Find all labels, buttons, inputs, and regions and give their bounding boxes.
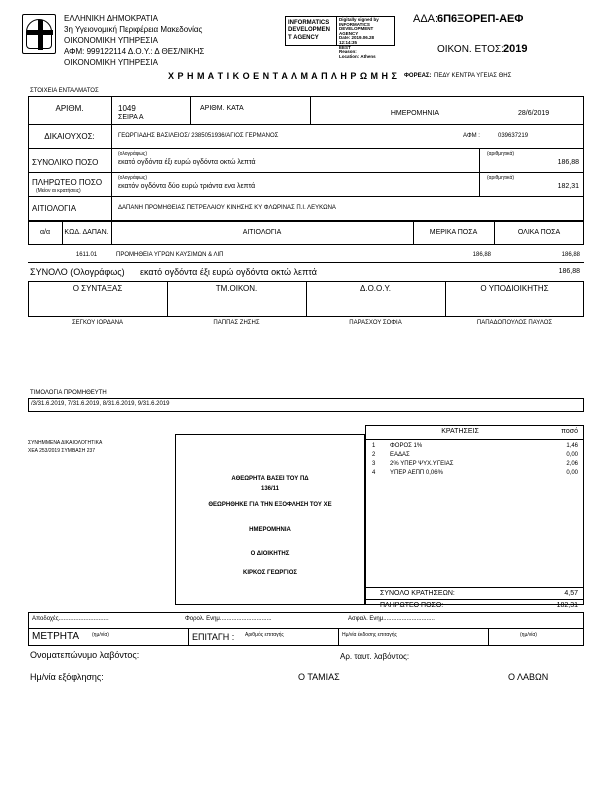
kratisi-amount-0: 1,46	[566, 443, 578, 449]
ida-sig-line-5: EEST	[339, 44, 351, 50]
org-line-1: ΕΛΛΗΝΙΚΗ ΔΗΜΟΚΡΑΤΙΑ	[64, 14, 158, 23]
kratiseis-total-label: ΣΥΝΟΛΟ ΚΡΑΤΗΣΕΩΝ:	[380, 590, 455, 597]
imerominia-label: ΗΜΕΡΟΜΗΝΙΑ	[390, 110, 440, 117]
sig-name-3: ΠΑΠΑΔΟΠΟΥΛΟΣ ΠΑΥΛΟΣ	[476, 320, 553, 326]
total-value: 186,88	[558, 268, 580, 275]
footer-div-v3	[488, 628, 489, 646]
th-kod: ΚΩΔ. ΔΑΠΑΝ.	[64, 229, 109, 236]
fiscal-year-label: ΟΙΚΟΝ. ΕΤΟΣ:	[437, 44, 504, 55]
syn-poso-num-note: (αριθμητικά)	[487, 151, 515, 157]
theorisi-line-4: ΗΜΕΡΟΜΗΝΙΑ	[249, 527, 291, 533]
imerominia-value: 28/6/2019	[518, 110, 550, 117]
plir-poso-words: εκατόν ογδόντα δύο ευρώ τριάντα ενα λεπτά	[118, 183, 256, 190]
kratisi-label-3: ΥΠΕΡ ΑΕΠΠ 0,06%	[390, 470, 443, 476]
kratiseis-total-value: 4,57	[564, 590, 578, 597]
attachments-value: ΧΕΑ 253/2019 ΣΥΜΒΑΣΗ 237	[28, 448, 96, 454]
kratisi-amount-1: 0,00	[566, 452, 578, 458]
footer-div-v2	[338, 628, 339, 646]
arithmos-kata-label: ΑΡΙΘΜ. ΚΑΤΑ	[200, 105, 244, 112]
ida-line-1: INFORMATICS	[288, 19, 330, 26]
kratisi-amount-2: 2,06	[566, 461, 578, 467]
theorisi-box	[175, 434, 365, 605]
ida-sig-line-4: Date: 2019.06.28 12:14:35	[339, 35, 375, 45]
forea-value: ΠΕΔΥ ΚΕΝΤΡΑ ΥΓΕΙΑΣ ΘΗΣ	[434, 73, 512, 79]
syn-poso-label: ΣΥΝΟΛΙΚΟ ΠΟΣΟ	[32, 158, 99, 167]
footer-divider-1	[28, 628, 584, 629]
aitiologia-value: ΔΑΠΑΝΗ ΠΡΟΜΗΘΕΙΑΣ ΠΕΤΡΕΛΑΙΟΥ ΚΙΝΗΣΗΣ ΚΥ ΦΛΩΡΙΝΑΣ Π.Ι. ΛΕΥΚΩΝΑ	[118, 205, 336, 211]
ida-sig-line-7: Location: Athens	[339, 53, 376, 59]
tel-note: (ημ/νία)	[520, 632, 537, 638]
apodoxi-dots: ..............................	[58, 616, 109, 622]
ida-agency-box	[285, 16, 337, 46]
td-kod: 1611.01	[75, 252, 98, 258]
divider-v3	[310, 96, 311, 124]
total-label: ΣΥΝΟΛΟ (Ολογράφως)	[30, 267, 125, 277]
apodoxi-label	[32, 616, 109, 622]
payable-value: 182,31	[556, 602, 578, 609]
org-line-5: ΟΙΚΟΝΟΜΙΚΗ ΥΠΗΡΕΣΙΑ	[64, 58, 158, 67]
kratiseis-left-edge	[365, 439, 366, 605]
sig-name-0: ΣΕΓΚΟΥ ΙΟΡΔΑΝΑ	[71, 320, 124, 326]
td-olika: 186,88	[561, 252, 580, 258]
ida-line-2: DEVELOPMEN	[288, 27, 331, 34]
forol-label	[185, 616, 272, 622]
kratiseis-amount-header: ποσό	[561, 428, 578, 435]
plir-poso-num-note: (αριθμητικά)	[487, 175, 515, 181]
plir-poso-value: 182,31	[557, 183, 579, 190]
afm-value: 039637219	[498, 133, 529, 139]
total-words: εκατό ογδόντα έξι ευρώ ογδόντα οκτώ λεπτά	[140, 267, 317, 277]
td-merika: 186,88	[472, 252, 491, 258]
afm-label: ΑΦΜ :	[463, 133, 480, 139]
trapeza-note: Ημ/νία έκδοσης επιταγής	[342, 632, 397, 638]
ida-sig-line-1: Digitally signed by	[339, 17, 379, 22]
sig-title-0: Ο ΣΥΝΤΑΞΑΣ	[72, 284, 123, 293]
ida-sig-line-3: DEVELOPMENT AGENCY	[339, 26, 374, 36]
th-olika: ΟΛΙΚΑ ΠΟΣΑ	[517, 229, 561, 236]
attachments-title: ΣΥΝΗΜΜΕΝΑ ΔΙΚΑΙΟΛΟΓΗΤΙΚΑ	[28, 440, 103, 446]
sig-title-3: Ο ΥΠΟΔΙΟΙΚΗΤΗΣ	[480, 284, 549, 293]
kratiseis-title: ΚΡΑΤΗΣΕΙΣ	[441, 428, 479, 435]
syn-poso-words: εκατό ογδόντα έξι ευρώ ογδόντα οκτώ λεπτά	[118, 159, 256, 166]
metrita-label: ΜΕΤΡΗΤΑ	[32, 631, 80, 642]
table-row-bottom	[28, 262, 584, 263]
kratisi-no-0: 1	[372, 443, 376, 449]
epitagi-note: Αριθμός επιταγής	[245, 632, 284, 638]
greek-coat-of-arms-icon	[22, 14, 58, 56]
divider-v1	[111, 96, 112, 148]
lavon-label: Ο ΛΑΒΩΝ	[508, 672, 549, 682]
theorisi-line-1: ΑΘΕΩΡΗΤΑ ΒΑΣΕΙ ΤΟΥ ΠΔ	[231, 476, 309, 482]
arithmos-value: 1049	[118, 104, 136, 113]
aitiologia-label: ΑΙΤΙΟΛΟΓΙΑ	[32, 204, 77, 213]
onomateponymo-label: Ονοματεπώνυμο λαβόντος:	[30, 650, 140, 660]
kratiseis-total-divider	[365, 587, 584, 588]
kratisi-no-2: 3	[372, 461, 376, 467]
dikaiouchos-label: ΔΙΚΑΙΟΥΧΟΣ:	[44, 132, 95, 141]
ida-signature-details	[337, 16, 395, 59]
theorisi-line-5: Ο ΔΙΟΙΚΗΤΗΣ	[250, 551, 290, 557]
seira-label: ΣΕΙΡΑ Α	[118, 114, 144, 121]
kratiseis-hdr-divider	[365, 439, 584, 440]
th-aitiologia: ΑΙΤΙΟΛΟΓΙΑ	[242, 229, 282, 236]
arithmos-label: ΑΡΙΘΜ.	[55, 104, 84, 113]
divider-v5	[479, 148, 480, 196]
theorisi-line-3: ΘΕΩΡΗΘΗΚΕ ΓΙΑ ΤΗΝ ΕΞΟΦΛΗΣΗ ΤΟΥ ΧΕ	[208, 502, 332, 508]
theorisi-line-2: 136/11	[260, 486, 280, 492]
sig-name-1: ΠΑΠΠΑΣ ΖΗΣΗΣ	[213, 320, 260, 326]
kratisi-label-1: ΕΑΔΑΣ	[390, 452, 410, 458]
th-merika: ΜΕΡΙΚΑ ΠΟΣΑ	[429, 229, 478, 236]
plir-poso-words-note: (ολογράφως)	[118, 175, 148, 181]
kratiseis-payable-divider	[365, 599, 584, 600]
asfal-label	[348, 616, 435, 622]
asfal-text: Ασφαλ. Ενημ.	[348, 616, 385, 622]
invoices-value: /3/31.6.2019, 7/31.6.2019, 8/31.6.2019, 9/31.6.2019	[31, 401, 170, 407]
org-line-2: 3η Υγειονομική Περιφέρεια Μακεδονίας	[64, 25, 203, 34]
plir-poso-label: ΠΛΗΡΩΤΕΟ ΠΟΣΟ	[32, 178, 103, 187]
exoflisi-label: Ημ/νία εξόφλησης:	[30, 672, 104, 682]
asfal-dots: ..............................	[384, 616, 435, 622]
divider-v6	[111, 196, 112, 221]
ida-sig-line-6: Reason:	[339, 49, 357, 55]
divider-v4	[111, 148, 112, 196]
syn-poso-value: 186,88	[557, 159, 579, 166]
theorisi-line-6: ΚΙΡΚΟΣ ΓΕΩΡΓΙΟΣ	[243, 570, 297, 576]
divider-v2	[190, 96, 191, 124]
plir-poso-sub: (Μείον αι κρατήσεις)	[36, 188, 81, 194]
document-title: Χ Ρ Η Μ Α Τ Ι Κ Ο Ε Ν Τ Α Λ Μ Α Π Λ Η Ρ Ω Μ Η Σ	[168, 71, 398, 81]
ada-value: 6Π6ΞΟΡΕΠ-ΑΕΦ	[437, 13, 524, 25]
taut-label: Αρ. ταυτ. λαβόντος:	[340, 652, 410, 661]
dikaiouchos-value: ΓΕΩΡΓΙΑΔΗΣ ΒΑΣΙΛΕΙΟΣ/ 2385051936/ΑΓΙΟΣ ΓΕΡΜΑΝΟΣ	[118, 133, 279, 139]
ada-label: ΑΔΑ:	[413, 13, 439, 25]
sig-name-2: ΠΑΡΑΣΧΟΥ ΣΟΦΙΑ	[349, 320, 402, 326]
syn-poso-words-note: (ολογράφως)	[118, 151, 148, 157]
sig-title-1: ΤΜ.ΟΙΚΟΝ.	[215, 284, 258, 293]
forol-text: Φορολ. Ενημ.	[185, 616, 222, 622]
sig-title-2: Δ.Ο.Ο.Υ.	[360, 284, 391, 293]
epitagi-label: ΕΠΙΤΑΓΗ :	[192, 632, 235, 642]
org-line-4: ΑΦΜ: 999122114 Δ.Ο.Υ.: Δ ΘΕΣ/ΝΙΚΗΣ	[64, 47, 205, 56]
ida-line-3: T AGENCY	[288, 34, 319, 41]
footer-top-box	[28, 612, 584, 646]
footer-div-v1	[188, 628, 189, 646]
kratisi-no-1: 2	[372, 452, 376, 458]
kratisi-no-3: 4	[372, 470, 376, 476]
invoices-title: ΤΙΜΟΛΟΓΙΑ ΠΡΟΜΗΘΕΥΤΗ	[30, 390, 107, 396]
entalma-section-title: ΣΤΟΙΧΕΙΑ ΕΝΤΑΛΜΑΤΟΣ	[30, 88, 99, 94]
metrita-note: (ημ/νία)	[92, 632, 109, 638]
org-line-3: ΟΙΚΟΝΟΜΙΚΗ ΥΠΗΡΕΣΙΑ	[64, 36, 158, 45]
kratisi-label-2: 2% ΥΠΕΡ ΨΥΧ.ΥΓΕΙΑΣ	[390, 461, 454, 467]
kratisi-amount-3: 0,00	[566, 470, 578, 476]
tamias-label: Ο ΤΑΜΙΑΣ	[298, 672, 340, 682]
th-aa: α/α	[39, 229, 51, 236]
forol-dots: ..............................	[221, 616, 272, 622]
kratisi-label-0: ΦΟΡΟΣ 1%	[390, 443, 423, 449]
apodoxi-text: Αποδοχές	[32, 616, 59, 622]
fiscal-year-value: 2019	[503, 43, 528, 55]
payable-label: ΠΛΗΡΩΤΕΟ ΠΟΣΟ:	[380, 602, 444, 609]
forea-label: ΦΟΡΕΑΣ:	[404, 73, 432, 79]
ida-sig-line-2: INFORMATICS	[339, 21, 370, 27]
td-aitiologia: ΠΡΟΜΗΘΕΙΑ ΥΓΡΩΝ ΚΑΥΣΙΜΩΝ & ΛΙΠ	[116, 252, 224, 258]
